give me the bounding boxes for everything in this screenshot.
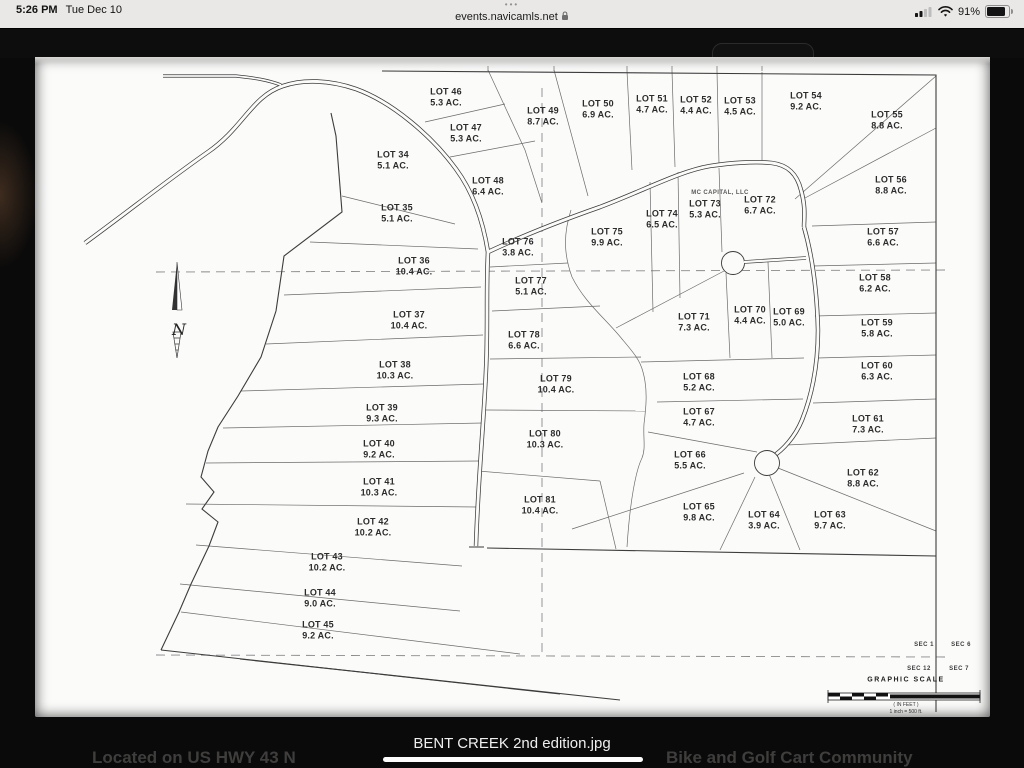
lot-label: LOT 69 5.0 AC. [773, 306, 805, 327]
lot-label: LOT 42 10.2 AC. [354, 516, 392, 537]
lot-label: LOT 75 9.9 AC. [591, 226, 623, 247]
lot-label: LOT 39 9.3 AC. [366, 402, 398, 423]
lot-label: LOT 80 10.3 AC. [526, 428, 564, 449]
lot-label: LOT 54 9.2 AC. [790, 90, 822, 111]
lock-icon [561, 11, 569, 21]
section-label: SEC 12 [907, 666, 931, 672]
caption-community: Bike and Golf Cart Community [666, 748, 913, 767]
battery-percent: 91% [957, 5, 980, 18]
bottom-bar [0, 717, 1024, 768]
filename-title: BENT CREEK 2nd edition.jpg [413, 735, 611, 752]
section-label: SEC 6 [951, 642, 971, 648]
lot-label: LOT 52 4.4 AC. [680, 94, 712, 115]
lot-label: LOT 34 5.1 AC. [377, 149, 409, 170]
lot-label: LOT 63 9.7 AC. [814, 509, 846, 530]
caption-location: Located on US HWY 43 N [92, 748, 296, 767]
wifi-icon [938, 6, 953, 17]
lot-label: LOT 58 6.2 AC. [859, 272, 891, 293]
clock: 5:26 PM [16, 4, 58, 16]
north-arrow-icon [172, 262, 182, 358]
lot-label: LOT 79 10.4 AC. [537, 373, 575, 394]
browser-toolbar-button[interactable] [712, 43, 814, 58]
lot-label: LOT 81 10.4 AC. [521, 494, 559, 515]
date: Tue Dec 10 [65, 4, 123, 16]
lot-label: LOT 77 5.1 AC. [515, 275, 547, 296]
home-indicator[interactable] [383, 757, 643, 762]
status-bar [0, 0, 1024, 28]
battery-icon [985, 5, 1010, 18]
url-text: events.navicamls.net [455, 11, 558, 23]
section-label: SEC 7 [949, 666, 969, 672]
plat-drawing [35, 57, 990, 717]
lot-label: LOT 62 8.8 AC. [847, 467, 879, 488]
cul-de-sac-north [722, 252, 745, 275]
lot-lines [180, 66, 936, 654]
scale-note-ratio: 1 inch = 500 ft. [889, 709, 923, 715]
photo-edge-artifact [0, 120, 38, 270]
lot-label: LOT 53 4.5 AC. [724, 95, 756, 116]
lot-label: LOT 59 5.8 AC. [861, 317, 893, 338]
lot-label: LOT 67 4.7 AC. [683, 406, 715, 427]
lot-label: LOT 76 3.8 AC. [502, 236, 534, 257]
lot-label: LOT 55 8.8 AC. [871, 109, 903, 130]
lot-label: LOT 71 7.3 AC. [678, 311, 710, 332]
plat-photo[interactable] [35, 57, 990, 717]
lot-label: LOT 72 6.7 AC. [744, 194, 776, 215]
lot-label: LOT 66 5.5 AC. [674, 449, 706, 470]
graphic-scale-title: GRAPHIC SCALE [867, 676, 945, 684]
lot-label: LOT 36 10.4 AC. [395, 255, 433, 276]
lot-label: LOT 45 9.2 AC. [302, 619, 334, 640]
scale-note-feet: ( IN FEET ) [893, 702, 919, 708]
lot-label: LOT 37 10.4 AC. [390, 309, 428, 330]
lot-label: LOT 65 9.8 AC. [683, 501, 715, 522]
lot-label: LOT 35 5.1 AC. [381, 202, 413, 223]
lot-label: LOT 49 8.7 AC. [527, 105, 559, 126]
lot-label: LOT 50 6.9 AC. [582, 98, 614, 119]
lot-label: LOT 70 4.4 AC. [734, 304, 766, 325]
lot-label: LOT 74 6.5 AC. [646, 208, 678, 229]
north-letter: N [172, 320, 186, 339]
cellular-signal-icon [915, 6, 933, 17]
lot-label: LOT 47 5.3 AC. [450, 122, 482, 143]
lot-label: LOT 78 6.6 AC. [508, 329, 540, 350]
lot-label: LOT 41 10.3 AC. [360, 476, 398, 497]
owner-note: MC CAPITAL, LLC [691, 190, 749, 196]
address-bar[interactable] [0, 11, 1024, 23]
lot-label: LOT 44 9.0 AC. [304, 587, 336, 608]
lot-label: LOT 56 8.8 AC. [875, 174, 907, 195]
lot-label: LOT 51 4.7 AC. [636, 93, 668, 114]
lot-label: LOT 40 9.2 AC. [363, 438, 395, 459]
lot-label: LOT 38 10.3 AC. [376, 359, 414, 380]
lot-label: LOT 68 5.2 AC. [683, 371, 715, 392]
lot-label: LOT 64 3.9 AC. [748, 509, 780, 530]
lot-label: LOT 46 5.3 AC. [430, 86, 462, 107]
lot-label: LOT 73 5.3 AC. [689, 198, 721, 219]
tab-dots: ••• [504, 0, 520, 9]
lot-label: LOT 48 6.4 AC. [472, 175, 504, 196]
lot-label: LOT 57 6.6 AC. [867, 226, 899, 247]
lot-label: LOT 43 10.2 AC. [308, 551, 346, 572]
browser-chrome [0, 28, 1024, 58]
lot-label: LOT 61 7.3 AC. [852, 413, 884, 434]
lot-label: LOT 60 6.3 AC. [861, 360, 893, 381]
cul-de-sac-south [755, 451, 780, 476]
section-label: SEC 1 [914, 642, 934, 648]
